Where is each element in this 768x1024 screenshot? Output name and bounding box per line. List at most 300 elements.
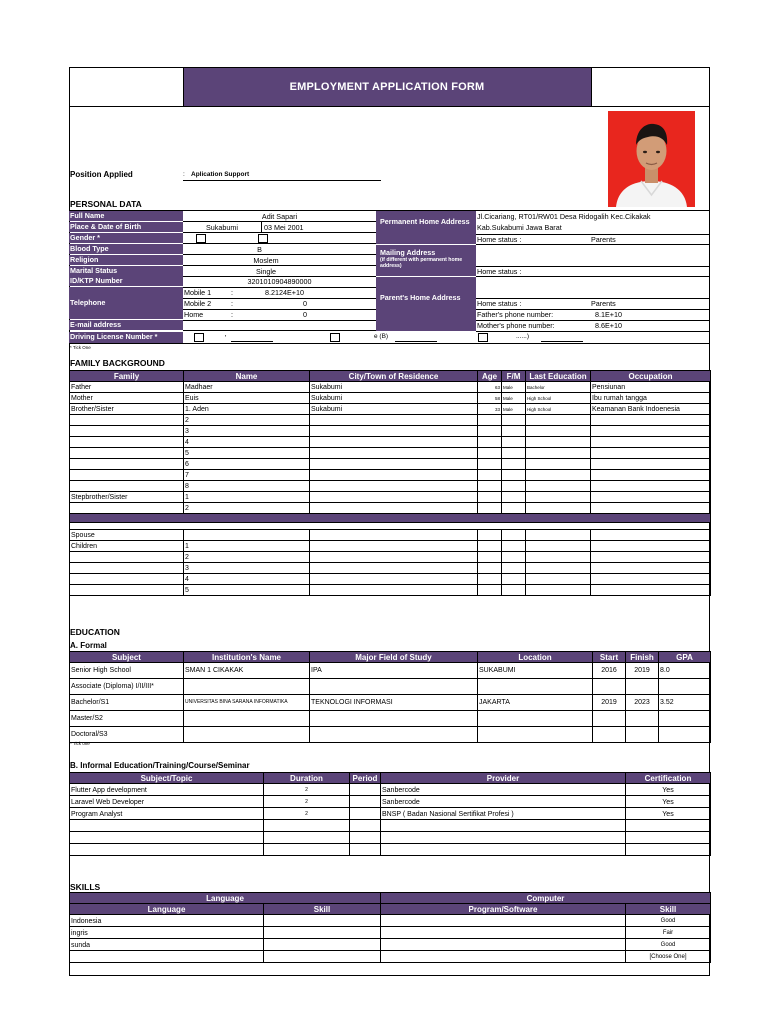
family-name-cell[interactable]: 7 [184,470,310,481]
license-a-line [231,341,273,342]
family-empty-cell[interactable] [310,574,478,585]
family-empty-cell[interactable] [478,530,502,541]
formal-col-major: Major Field of Study [310,652,478,663]
family-occupation-cell[interactable]: Pensiunan [591,382,711,393]
full-name-value[interactable]: Adit Sapari [261,212,298,221]
formal-start-cell[interactable]: 2019 [593,695,626,711]
family-city-cell[interactable] [310,492,478,503]
personal-heading: PERSONAL DATA [70,199,142,209]
informal-education-row [70,796,711,808]
family-fm-cell[interactable]: Male [502,393,526,404]
formal-gpa-cell[interactable] [659,711,711,727]
license-b-line [395,341,437,342]
family-empty-cell[interactable] [478,552,502,563]
family-empty-cell[interactable] [310,563,478,574]
marital-value[interactable]: Single [256,267,276,276]
family-relation-cell[interactable]: Brother/Sister [70,404,184,415]
informal-duration-cell[interactable]: 2 [264,784,350,796]
place-value[interactable]: Sukabumi [206,223,238,232]
family-spacer [70,523,711,530]
formal-education-row [70,679,711,695]
family-fm-cell[interactable] [502,426,526,437]
formal-col-gpa: GPA [659,652,711,663]
home-phone-label: Home [184,310,204,319]
family-occupation-cell[interactable] [591,415,711,426]
formal-major-cell[interactable] [310,727,478,743]
family-city-cell[interactable] [310,459,478,470]
family-name-cell[interactable]: 4 [184,574,310,585]
family-row [70,574,711,585]
family-fm-cell[interactable]: Male [502,404,526,415]
addr-line [476,244,710,245]
family-education-cell[interactable] [526,503,591,514]
family-occupation-cell[interactable] [591,437,711,448]
formal-subject-cell[interactable]: Doctoral/S3 [70,727,184,743]
father-phone-value[interactable]: 8.1E+10 [595,310,622,319]
family-age-cell[interactable]: 33 [478,404,502,415]
family-name-cell[interactable] [184,530,310,541]
family-empty-cell[interactable] [310,541,478,552]
formal-gpa-cell[interactable]: 8.0 [659,663,711,679]
formal-major-cell[interactable] [310,679,478,695]
addr-line [476,309,710,310]
family-city-cell[interactable] [310,448,478,459]
row-line [183,254,376,255]
informal-topic-cell[interactable]: Flutter App development [70,784,264,796]
home-phone-colon: : [231,310,233,319]
family-age-cell[interactable] [478,415,502,426]
family-age-cell[interactable]: 58 [478,393,502,404]
formal-tick-note: * Tick one [70,741,90,746]
skills-header-row [70,904,711,915]
informal-certification-cell[interactable]: Yes [626,808,711,820]
family-occupation-cell[interactable] [591,448,711,459]
family-row [70,415,711,426]
informal-period-cell[interactable] [350,808,381,820]
family-empty-cell[interactable] [591,563,711,574]
family-heading: FAMILY BACKGROUND [70,358,165,368]
family-relation-cell[interactable] [70,585,184,596]
family-empty-cell[interactable] [478,585,502,596]
skills-language-cell[interactable]: sunda [70,939,264,951]
row-line [183,232,376,233]
formal-gpa-cell[interactable]: 3.52 [659,695,711,711]
family-empty-cell[interactable] [478,541,502,552]
family-empty-cell[interactable] [502,530,526,541]
family-fm-cell[interactable] [502,459,526,470]
row-line [183,276,376,277]
family-empty-cell[interactable] [526,541,591,552]
formal-finish-cell[interactable] [626,679,659,695]
formal-major-cell[interactable]: TEKNOLOGI INFORMASI [310,695,478,711]
title-left-edge [183,67,184,106]
formal-location-cell[interactable] [478,727,593,743]
family-divider [70,514,711,523]
family-education-cell[interactable] [526,459,591,470]
skills-program-cell[interactable] [381,951,626,963]
formal-subject-cell[interactable]: Master/S2 [70,711,184,727]
skills-computer-skill-cell[interactable]: Good [626,939,711,951]
gender-female-checkbox[interactable] [258,234,268,243]
formal-gpa-cell[interactable] [659,679,711,695]
skills-language-skill-cell[interactable] [264,939,381,951]
family-education-cell[interactable] [526,492,591,503]
formal-location-cell[interactable]: SUKABUMI [478,663,593,679]
family-fm-cell[interactable] [502,415,526,426]
informal-col-topic: Subject/Topic [70,773,264,784]
family-age-cell[interactable] [478,481,502,492]
informal-topic-cell[interactable] [70,832,264,844]
family-name-cell[interactable]: Madhaer [184,382,310,393]
formal-institution-cell[interactable] [184,711,310,727]
mother-phone-label: Mother's phone number: [477,321,555,330]
informal-col-certification: Certification [626,773,711,784]
family-age-cell[interactable] [478,437,502,448]
family-occupation-cell[interactable] [591,481,711,492]
family-occupation-cell[interactable]: Keamanan Bank Indoenesia [591,404,711,415]
family-occupation-cell[interactable] [591,503,711,514]
title-right-edge [591,67,592,106]
family-relation-cell[interactable]: Children [70,541,184,552]
position-label: Position Applied [70,170,133,179]
title-divider [69,106,710,107]
skills-language-skill-cell[interactable] [264,951,381,963]
mailing-label-text: Mailing Address [380,248,436,257]
skills-language-skill-cell[interactable] [264,927,381,939]
formal-education-row [70,727,711,743]
family-relation-cell[interactable]: Father [70,382,184,393]
family-name-cell[interactable]: 3 [184,426,310,437]
informal-provider-cell[interactable]: Sanbercode [381,784,626,796]
family-occupation-cell[interactable] [591,459,711,470]
informal-duration-cell[interactable] [264,832,350,844]
informal-provider-cell[interactable] [381,844,626,856]
family-relation-cell[interactable] [70,437,184,448]
family-fm-cell[interactable]: Male [502,382,526,393]
license-b-checkbox[interactable] [330,333,340,342]
label-gender: Gender * [69,233,183,243]
informal-period-cell[interactable] [350,844,381,856]
family-fm-cell[interactable] [502,492,526,503]
skills-language-skill-cell[interactable] [264,915,381,927]
formal-institution-cell[interactable]: UNIVERSITAS BINA SARANA INFORMATIKA [184,695,310,711]
idktp-value[interactable]: 3201010904890000 [247,277,312,286]
family-city-cell[interactable] [310,437,478,448]
skills-computer-skill-cell[interactable]: Good [626,915,711,927]
family-relation-cell[interactable] [70,470,184,481]
informal-duration-cell[interactable] [264,844,350,856]
informal-education-row [70,808,711,820]
family-relation-cell[interactable] [70,552,184,563]
family-relation-cell[interactable] [70,574,184,585]
skills-program-cell[interactable] [381,915,626,927]
informal-certification-cell[interactable] [626,820,711,832]
family-empty-cell[interactable] [591,574,711,585]
skills-language-cell[interactable] [70,951,264,963]
formal-major-cell[interactable]: IPA [310,663,478,679]
formal-major-cell[interactable] [310,711,478,727]
skills-table [69,892,711,963]
formal-finish-cell[interactable]: 2023 [626,695,659,711]
informal-education-row [70,784,711,796]
family-empty-cell[interactable] [526,574,591,585]
family-occupation-cell[interactable] [591,426,711,437]
family-empty-cell[interactable] [478,563,502,574]
family-row [70,459,711,470]
family-empty-cell[interactable] [591,585,711,596]
skills-program-cell[interactable] [381,927,626,939]
informal-provider-cell[interactable]: Sanbercode [381,796,626,808]
skills-col-language: Language [70,904,264,915]
family-name-cell[interactable]: 3 [184,563,310,574]
family-fm-cell[interactable] [502,437,526,448]
family-name-cell[interactable]: 4 [184,437,310,448]
formal-finish-cell[interactable] [626,711,659,727]
family-empty-cell[interactable] [591,541,711,552]
family-table [69,370,711,596]
family-relation-cell[interactable] [70,503,184,514]
family-relation-cell[interactable] [70,563,184,574]
informal-period-cell[interactable] [350,784,381,796]
informal-col-period: Period [350,773,381,784]
position-value[interactable]: Aplication Support [191,171,250,178]
formal-subject-cell[interactable]: Senior High School [70,663,184,679]
family-empty-cell[interactable] [526,585,591,596]
informal-topic-cell[interactable] [70,844,264,856]
formal-col-location: Location [478,652,593,663]
family-education-cell[interactable] [526,481,591,492]
family-fm-cell[interactable] [502,481,526,492]
family-col-family: Family [70,371,184,382]
mobile1-value[interactable]: 8.2124E+10 [265,288,304,297]
family-age-cell[interactable] [478,426,502,437]
formal-heading: A. Formal [70,641,107,650]
family-relation-cell[interactable] [70,415,184,426]
family-relation-cell[interactable]: Spouse [70,530,184,541]
informal-topic-cell[interactable] [70,820,264,832]
personal-bottom-line [69,343,710,344]
formal-finish-cell[interactable] [626,727,659,743]
informal-heading: B. Informal Education/Training/Course/Seminar [70,761,250,770]
gender-male-checkbox[interactable] [196,234,206,243]
family-name-cell[interactable]: 5 [184,448,310,459]
family-city-cell[interactable]: Sukabumi [310,382,478,393]
formal-location-cell[interactable]: JAKARTA [478,695,593,711]
family-name-cell[interactable]: 6 [184,459,310,470]
family-age-cell[interactable] [478,492,502,503]
skills-program-cell[interactable] [381,939,626,951]
informal-certification-cell[interactable]: Yes [626,796,711,808]
applicant-photo [608,111,695,207]
mother-phone-value[interactable]: 8.6E+10 [595,321,622,330]
family-education-cell[interactable] [526,470,591,481]
informal-period-cell[interactable] [350,832,381,844]
informal-certification-cell[interactable]: Yes [626,784,711,796]
mobile1-colon: : [231,288,233,297]
tick-one-note: * Tick One [70,345,91,350]
informal-certification-cell[interactable] [626,844,711,856]
formal-col-finish: Finish [626,652,659,663]
family-name-cell[interactable]: 2 [184,552,310,563]
skills-computer-skill-cell[interactable]: [Choose One] [626,951,711,963]
family-relation-cell[interactable]: Mother [70,393,184,404]
skills-row [70,939,711,951]
informal-period-cell[interactable] [350,796,381,808]
family-name-cell[interactable]: 2 [184,415,310,426]
informal-topic-cell[interactable]: Program Analyst [70,808,264,820]
formal-subject-cell[interactable]: Bachelor/S1 [70,695,184,711]
family-name-cell[interactable]: 1. Aden [184,404,310,415]
formal-gpa-cell[interactable] [659,727,711,743]
family-empty-cell[interactable] [310,530,478,541]
family-row [70,404,711,415]
skills-col-program: Program/Software [381,904,626,915]
family-fm-cell[interactable] [502,448,526,459]
informal-topic-cell[interactable]: Laravel Web Developer [70,796,264,808]
family-education-cell[interactable] [526,426,591,437]
position-colon: : [183,171,185,178]
informal-provider-cell[interactable]: BNSP ( Badan Nasional Sertifikat Profesi ) [381,808,626,820]
blood-value[interactable]: B [257,245,262,254]
family-relation-cell[interactable] [70,426,184,437]
family-relation-cell[interactable] [70,481,184,492]
family-empty-cell[interactable] [502,563,526,574]
family-city-cell[interactable] [310,470,478,481]
formal-start-cell[interactable]: 2016 [593,663,626,679]
family-empty-cell[interactable] [591,552,711,563]
informal-col-provider: Provider [381,773,626,784]
formal-location-cell[interactable] [478,711,593,727]
family-empty-cell[interactable] [526,552,591,563]
mobile2-value[interactable]: 0 [303,299,307,308]
perm-home-status-value[interactable]: Parents [591,235,616,244]
religion-value[interactable]: Moslem [253,256,279,265]
skills-row [70,951,711,963]
formal-start-cell[interactable] [593,679,626,695]
informal-period-cell[interactable] [350,820,381,832]
informal-education-row [70,844,711,856]
formal-start-cell[interactable] [593,727,626,743]
family-name-cell[interactable]: 1 [184,492,310,503]
family-name-cell[interactable]: 8 [184,481,310,492]
family-name-cell[interactable]: 1 [184,541,310,552]
label-blood: Blood Type [69,244,183,254]
family-name-cell[interactable]: Euis [184,393,310,404]
family-empty-cell[interactable] [502,585,526,596]
family-empty-cell[interactable] [502,552,526,563]
informal-provider-cell[interactable] [381,832,626,844]
family-city-cell[interactable] [310,481,478,492]
family-city-cell[interactable] [310,415,478,426]
addr-line [476,234,710,235]
formal-col-subject: Subject [70,652,184,663]
informal-duration-cell[interactable] [264,820,350,832]
informal-certification-cell[interactable] [626,832,711,844]
family-spacer-row [70,523,711,530]
formal-subject-cell[interactable]: Associate (Diploma) I/II/III* [70,679,184,695]
parent-home-status-value[interactable]: Parents [591,299,616,308]
family-name-cell[interactable]: 5 [184,585,310,596]
skills-computer-skill-cell[interactable]: Fair [626,927,711,939]
informal-education-table [69,772,711,856]
mobile2-colon: : [231,299,233,308]
row-line [183,287,376,288]
family-name-cell[interactable]: 2 [184,503,310,514]
family-row [70,382,711,393]
family-city-cell[interactable] [310,503,478,514]
family-occupation-cell[interactable] [591,470,711,481]
informal-duration-cell[interactable]: 2 [264,796,350,808]
informal-duration-cell[interactable]: 2 [264,808,350,820]
family-occupation-cell[interactable]: Ibu rumah tangga [591,393,711,404]
formal-location-cell[interactable] [478,679,593,695]
family-education-cell[interactable] [526,437,591,448]
family-city-cell[interactable] [310,426,478,437]
license-b-label: e (B) [374,333,389,340]
family-education-cell[interactable] [526,415,591,426]
formal-institution-cell[interactable] [184,727,310,743]
family-relation-cell[interactable] [70,459,184,470]
family-empty-cell[interactable] [502,574,526,585]
family-education-cell[interactable]: Bachelor [526,382,591,393]
formal-institution-cell[interactable]: SMAN 1 CIKAKAK [184,663,310,679]
formal-institution-cell[interactable] [184,679,310,695]
family-fm-cell[interactable] [502,503,526,514]
informal-provider-cell[interactable] [381,820,626,832]
label-full-name: Full Name [69,211,183,221]
family-relation-cell[interactable] [70,448,184,459]
family-fm-cell[interactable] [502,470,526,481]
family-empty-cell[interactable] [526,530,591,541]
dob-value[interactable]: 03 Mei 2001 [264,223,304,232]
family-age-cell[interactable] [478,470,502,481]
formal-col-institution: Institution's Name [184,652,310,663]
family-education-cell[interactable] [526,448,591,459]
family-row [70,585,711,596]
home-phone-value[interactable]: 0 [303,310,307,319]
family-city-cell[interactable]: Sukabumi [310,393,478,404]
family-empty-cell[interactable] [502,541,526,552]
family-city-cell[interactable]: Sukabumi [310,404,478,415]
family-age-cell[interactable] [478,503,502,514]
family-empty-cell[interactable] [591,530,711,541]
family-relation-cell[interactable]: Stepbrother/Sister [70,492,184,503]
family-empty-cell[interactable] [526,563,591,574]
skills-col-comp-skill: Skill [626,904,711,915]
family-education-cell[interactable]: High School [526,404,591,415]
family-education-cell[interactable]: High School [526,393,591,404]
family-empty-cell[interactable] [478,574,502,585]
family-row [70,393,711,404]
family-age-cell[interactable] [478,459,502,470]
license-c-checkbox[interactable] [478,333,488,342]
family-row [70,530,711,541]
family-empty-cell[interactable] [310,585,478,596]
license-a-checkbox[interactable] [194,333,204,342]
family-occupation-cell[interactable] [591,492,711,503]
family-age-cell[interactable]: 63 [478,382,502,393]
label-mailing-address [376,245,476,276]
perm-address-line2[interactable]: Kab.Sukabumi Jawa Barat [477,223,562,232]
family-empty-cell[interactable] [310,552,478,563]
formal-start-cell[interactable] [593,711,626,727]
family-age-cell[interactable] [478,448,502,459]
perm-address-line1[interactable]: Jl.Cicariang, RT01/RW01 Desa Ridogalih Kec.Cikakak [477,212,651,221]
skills-language-cell[interactable]: ingris [70,927,264,939]
skills-language-cell[interactable]: Indonesia [70,915,264,927]
family-row [70,492,711,503]
formal-finish-cell[interactable]: 2019 [626,663,659,679]
